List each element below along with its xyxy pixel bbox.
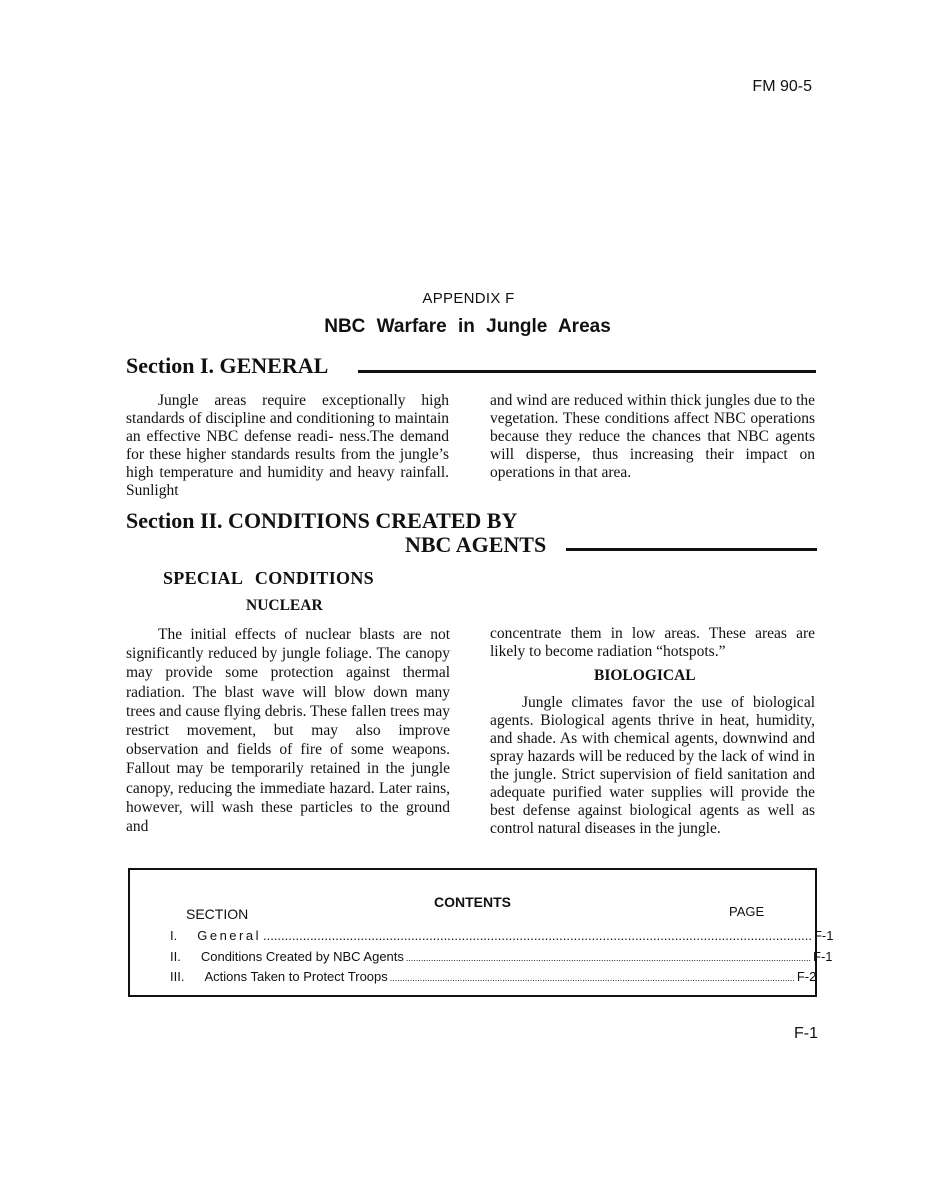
section1-right-column [490,392,815,482]
toc-label: Actions Taken to Protect Troops [204,969,388,984]
toc-label: Conditions Created by NBC Agents [200,949,404,964]
toc-entry-actions[interactable] [170,969,817,987]
nuclear-continued-column [490,625,815,661]
section1-left-column [126,392,449,500]
page-title: NBC Warfare in Jungle Areas [324,316,611,337]
text-line: results from the jungle’s high temperature [126,446,449,481]
text-line: not significantly reduced by jungle foliage. [126,626,450,663]
text-line: and humidity and heavy rainfall. Sunlight [126,464,450,499]
nuclear-column [126,625,450,836]
text-line: and wind are reduced within thick jungles [490,392,750,409]
text-line: well as control natural diseases in the jungle. [490,802,815,837]
biological-column [490,694,815,838]
toc-leader: ........................................................................................................................................................ [262,928,812,943]
text-line: NBC operations because they reduce the [490,410,815,445]
text-line: wash these particles to the ground and [126,798,451,836]
text-line: Strict supervision of field sanitation and [561,766,816,783]
text-line: The initial effects of nuclear blasts are [158,626,422,643]
text-line: standards of discipline and conditioning to [126,410,391,427]
section2-heading-line1: Section II. CONDITIONS CREATED BY [126,508,518,533]
section1-rule [358,370,816,373]
nuclear-heading: NUCLEAR [246,597,323,614]
biological-paragraph [490,694,815,838]
contents-box [128,868,834,997]
text-line: retained in the jungle canopy, reducing the [126,760,451,797]
text-line: heat, humidity, and shade. As with chemical [490,712,815,747]
section2-heading-line2: NBC AGENTS [405,532,547,557]
text-line: debris. These fallen trees may restrict [126,702,450,740]
biological-heading: BIOLOGICAL [594,667,696,684]
contents-section-label: SECTION [186,906,249,922]
text-line: Jungle climates favor the use of [522,694,745,711]
toc-page: F-1 [813,949,833,964]
text-line: Jungle areas require exceptionally high [158,392,449,409]
toc-entry-general[interactable] [170,928,834,946]
document-code: FM 90-5 [752,78,812,95]
appendix-label: APPENDIX F [422,290,515,307]
toc-page: F-1 [813,928,834,943]
text-line: chances that NBC agents will disperse, thus [490,428,815,463]
general-paragraph [126,392,449,500]
text-line: weapons. Fallout may be temporarily [126,741,451,778]
text-line: The canopy may provide some protection [126,645,450,682]
text-line: area. [601,464,632,481]
nuclear-paragraph-continued [490,625,815,661]
text-line: due to the vegetation. These conditions affect [490,392,816,427]
text-line: immediate hazard. Later rains, however, will [126,779,451,816]
contents-page-label: PAGE [729,904,765,919]
toc-label: General [197,928,261,943]
text-line: the best defense against biological agents as [490,784,815,819]
page-number: F-1 [794,1025,818,1042]
toc-page: F-2 [796,969,817,984]
toc-number: II. [170,949,181,964]
text-line: observation and fields of fire of some [126,741,384,759]
text-line: concentrate them in low areas. These areas [490,625,787,642]
text-line: biological agents. Biological agents thrive in [490,694,816,729]
section2-rule [566,548,817,551]
text-line: adequate purified water supplies will provide [490,784,789,801]
toc-leader: .................................................................................................................................................................. [405,953,811,963]
toc-leader: .................................................................................................................................................................. [389,973,795,983]
text-line: will blow down many trees and cause flying [126,683,450,720]
text-line: agents, downwind and spray hazards will be [490,730,816,765]
text-line: increasing their impact on operations in that [490,446,815,481]
text-line: maintain an effective NBC defense readi- [126,410,450,445]
text-line: against thermal radiation. The blast wave [126,664,451,701]
general-paragraph-continued [490,392,815,482]
section1-heading: Section I. GENERAL [126,353,329,378]
text-line: are likely to become radiation “hotspots.” [490,625,815,660]
toc-number: I. [170,928,178,943]
toc-number: III. [170,969,185,984]
toc-entry-conditions[interactable] [170,949,833,967]
nuclear-paragraph [126,625,450,836]
contents-title: CONTENTS [434,894,511,910]
text-line: ness.The demand for these higher standards [126,428,450,463]
text-line: reduced by the lack of wind in the jungle. [490,748,815,783]
text-line: movement, but may also improve [186,722,451,740]
special-conditions-heading: SPECIAL CONDITIONS [163,568,374,588]
